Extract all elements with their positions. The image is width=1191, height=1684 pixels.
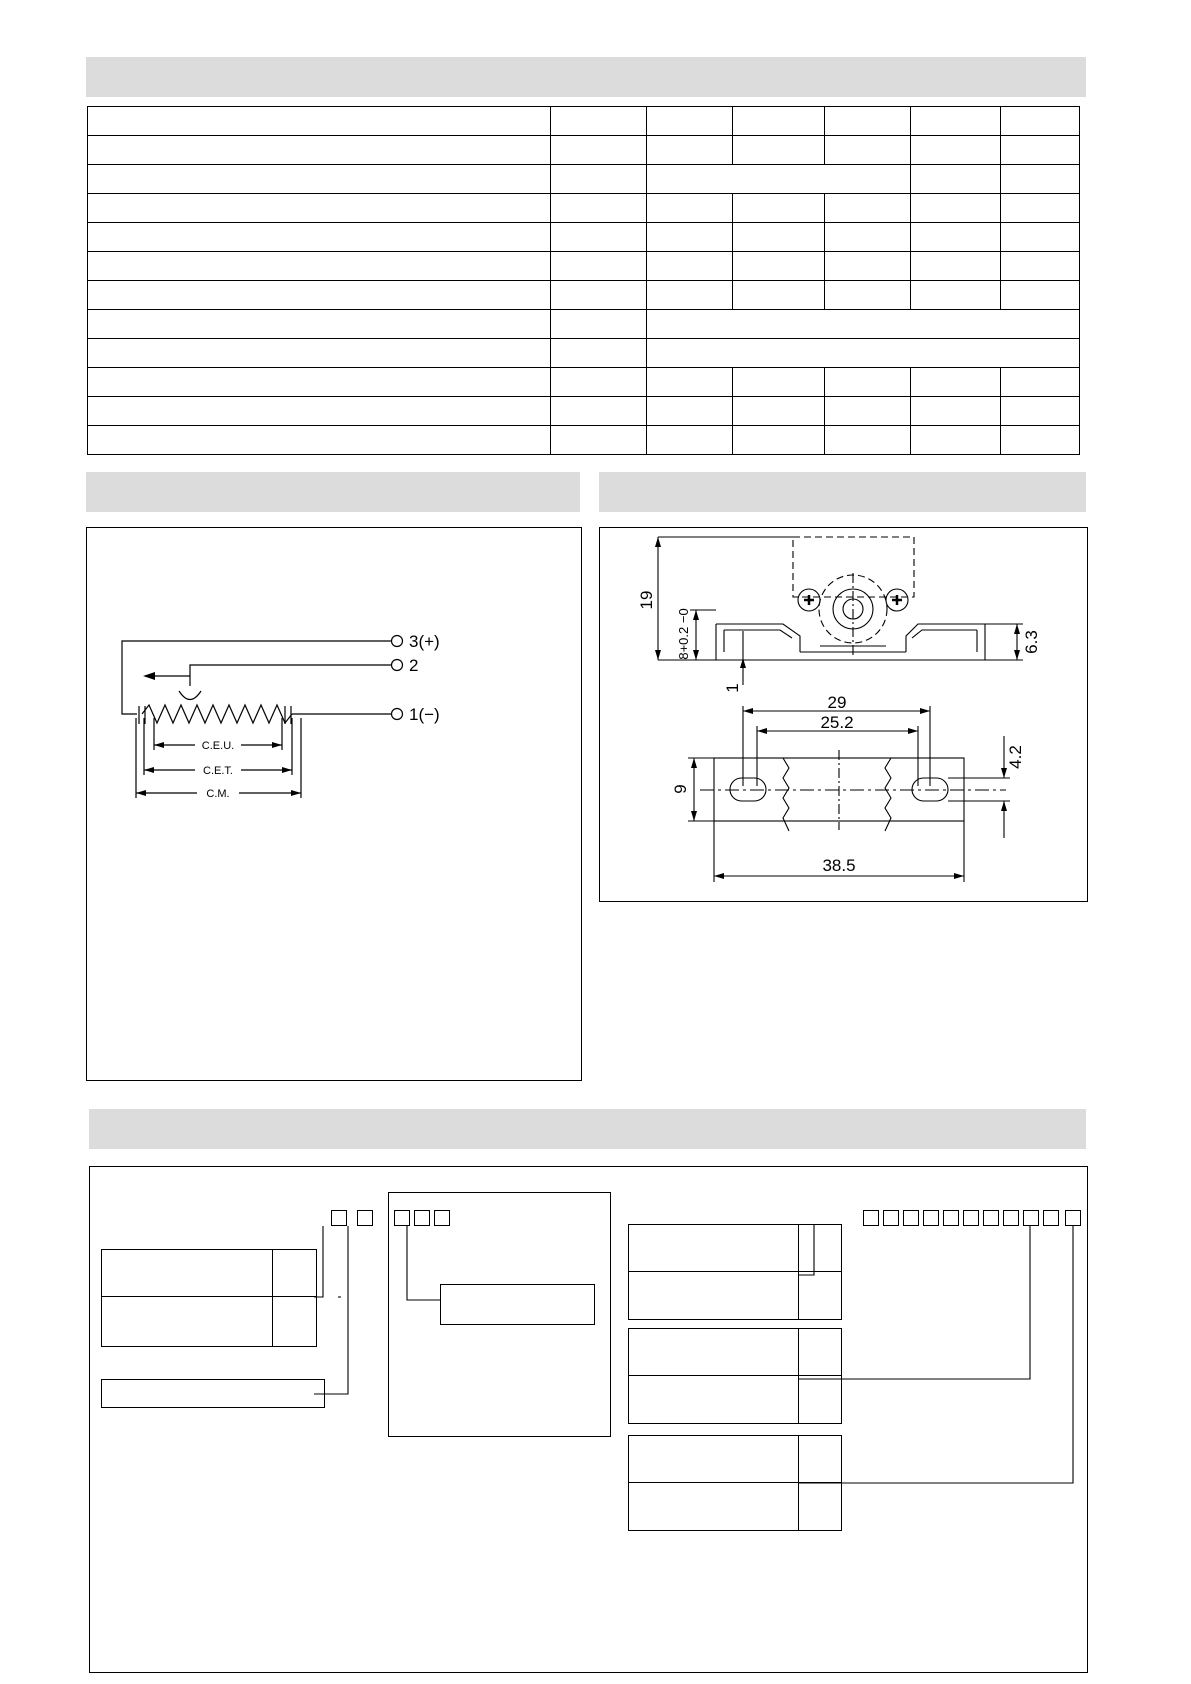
code-square [863, 1210, 879, 1226]
code-square [903, 1210, 919, 1226]
section-header-ordering [89, 1109, 1086, 1149]
terminal-2-label: 2 [409, 656, 419, 675]
wiring-diagram [87, 528, 581, 1080]
terminal-1-label: 1(−) [409, 705, 440, 724]
section-header-wiring [86, 472, 580, 512]
code-square [883, 1210, 899, 1226]
table-row [88, 368, 1080, 397]
table-row [88, 165, 1080, 194]
table-row [88, 397, 1080, 426]
dim-6-3-label: 6.3 [1022, 630, 1041, 654]
dim-1-label: 1 [723, 683, 742, 693]
section-header-dimensions [599, 472, 1086, 512]
code-square [923, 1210, 939, 1226]
code-square [357, 1210, 373, 1226]
specifications-table [87, 106, 1080, 455]
ordering-code-panel [89, 1166, 1088, 1673]
table-row [88, 310, 1080, 339]
option-table [628, 1224, 842, 1320]
table-row [88, 223, 1080, 252]
dim-38-5-label: 38.5 [822, 856, 856, 875]
terminal-3-label: 3(+) [409, 632, 440, 651]
dim-8-label: 8+0.2 −0 [676, 608, 691, 660]
code-square [1043, 1210, 1059, 1226]
code-square [943, 1210, 959, 1226]
table-row [88, 339, 1080, 368]
option-table [628, 1435, 842, 1531]
table-row [88, 426, 1080, 455]
dim-4-2-label: 4.2 [1006, 745, 1025, 769]
dim-19-label: 19 [637, 590, 656, 610]
code-square [331, 1210, 347, 1226]
code-square [394, 1210, 410, 1226]
section-header-specifications [86, 57, 1086, 97]
ceu-label: C.E.U. [201, 740, 235, 752]
code-square [414, 1210, 430, 1226]
table-row [88, 281, 1080, 310]
table-row [88, 252, 1080, 281]
dim-25-2-label: 25.2 [820, 713, 854, 732]
code-square [1003, 1210, 1019, 1226]
table-row [88, 136, 1080, 165]
code-square [434, 1210, 450, 1226]
table-row [88, 107, 1080, 136]
option-box [101, 1379, 325, 1408]
cm-label: C.M. [206, 788, 230, 800]
code-square [983, 1210, 999, 1226]
dim-9-label: 9 [671, 784, 690, 794]
dimension-drawing [600, 528, 1087, 901]
code-square [963, 1210, 979, 1226]
table-row [88, 194, 1080, 223]
wiring-diagram-panel [86, 527, 582, 1081]
code-square [1023, 1210, 1039, 1226]
option-table [628, 1328, 842, 1424]
code-square [1065, 1210, 1081, 1226]
option-box [440, 1284, 595, 1325]
option-table [101, 1249, 317, 1347]
dimensions-panel [599, 527, 1088, 902]
dim-29-label: 29 [827, 693, 847, 712]
cet-label: C.E.T. [203, 765, 233, 777]
